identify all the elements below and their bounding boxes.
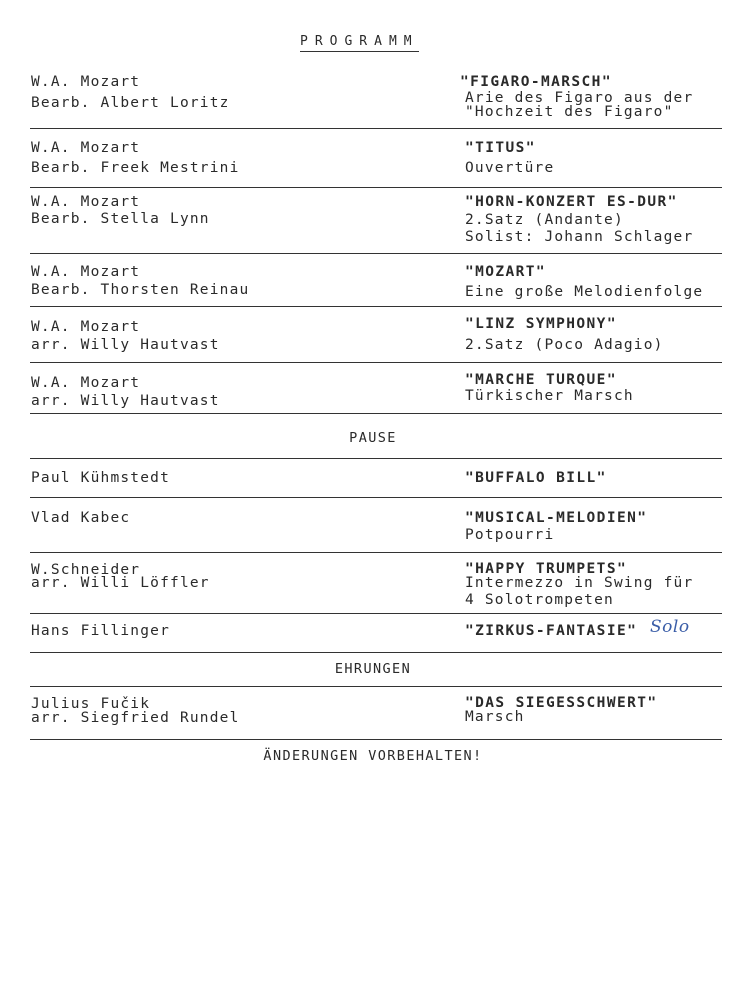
arranger-name: Bearb. Albert Loritz bbox=[31, 95, 230, 111]
divider bbox=[30, 686, 722, 687]
piece-title: "ZIRKUS-FANTASIE" bbox=[465, 623, 638, 639]
arranger-name: Bearb. Stella Lynn bbox=[31, 211, 210, 227]
divider bbox=[30, 306, 722, 307]
divider bbox=[30, 497, 722, 498]
composer-name: Vlad Kabec bbox=[31, 510, 131, 526]
piece-detail: Potpourri bbox=[465, 527, 555, 543]
piece-title: "FIGARO-MARSCH" bbox=[460, 74, 612, 90]
piece-title: "DAS SIEGESSCHWERT" bbox=[465, 695, 658, 711]
composer-name: W.A. Mozart bbox=[31, 194, 141, 210]
piece-detail: "Hochzeit des Figaro" bbox=[465, 104, 674, 120]
composer-name: W.A. Mozart bbox=[31, 319, 141, 335]
piece-detail: 2.Satz (Andante) bbox=[465, 212, 624, 228]
composer-name: W.A. Mozart bbox=[31, 140, 141, 156]
footer-note: ÄNDERUNGEN VORBEHALTEN! bbox=[263, 748, 483, 764]
divider bbox=[30, 187, 722, 188]
arranger-name: arr. Siegfried Rundel bbox=[31, 710, 240, 726]
composer-name: W.A. Mozart bbox=[31, 264, 141, 280]
divider bbox=[30, 413, 722, 414]
piece-title: "HAPPY TRUMPETS" bbox=[465, 561, 628, 577]
divider bbox=[30, 458, 722, 459]
arranger-name: arr. Willy Hautvast bbox=[31, 393, 220, 409]
composer-name: Julius Fučik bbox=[31, 696, 151, 712]
composer-name: W.A. Mozart bbox=[31, 375, 141, 391]
divider bbox=[30, 362, 722, 363]
piece-detail: Ouvertüre bbox=[465, 160, 555, 176]
piece-detail: 4 Solotrompeten bbox=[465, 592, 614, 608]
arranger-name: Bearb. Freek Mestrini bbox=[31, 160, 240, 176]
piece-detail: Marsch bbox=[465, 709, 525, 725]
program-title: PROGRAMM bbox=[300, 34, 419, 52]
divider bbox=[30, 613, 722, 614]
arranger-name: Bearb. Thorsten Reinau bbox=[31, 282, 250, 298]
section-label-ehrungen: EHRUNGEN bbox=[334, 661, 412, 677]
divider bbox=[30, 253, 722, 254]
composer-name: W.Schneider bbox=[31, 562, 141, 578]
divider bbox=[30, 652, 722, 653]
piece-title: "HORN-KONZERT ES-DUR" bbox=[465, 194, 678, 210]
divider bbox=[30, 552, 722, 553]
piece-title: "TITUS" bbox=[465, 140, 536, 156]
piece-detail: Eine große Melodienfolge bbox=[465, 284, 704, 300]
divider bbox=[30, 739, 722, 740]
piece-title: "MARCHE TURQUE" bbox=[465, 372, 617, 388]
piece-title: "MUSICAL-MELODIEN" bbox=[465, 510, 648, 526]
composer-name: W.A. Mozart bbox=[31, 74, 141, 90]
arranger-name: arr. Willi Löffler bbox=[31, 575, 210, 591]
section-label-pause: PAUSE bbox=[349, 430, 397, 446]
piece-detail: Arie des Figaro aus der bbox=[465, 90, 694, 106]
piece-detail: 2.Satz (Poco Adagio) bbox=[465, 337, 664, 353]
composer-name: Paul Kühmstedt bbox=[31, 470, 171, 486]
composer-name: Hans Fillinger bbox=[31, 623, 171, 639]
handwritten-note: Solo bbox=[650, 617, 690, 637]
piece-detail: Solist: Johann Schlager bbox=[465, 229, 694, 245]
piece-detail: Intermezzo in Swing für bbox=[465, 575, 694, 591]
piece-title: "BUFFALO BILL" bbox=[465, 470, 607, 486]
piece-title: "LINZ SYMPHONY" bbox=[465, 316, 617, 332]
divider bbox=[30, 128, 722, 129]
arranger-name: arr. Willy Hautvast bbox=[31, 337, 220, 353]
piece-title: "MOZART" bbox=[465, 264, 547, 280]
piece-detail: Türkischer Marsch bbox=[465, 388, 634, 404]
